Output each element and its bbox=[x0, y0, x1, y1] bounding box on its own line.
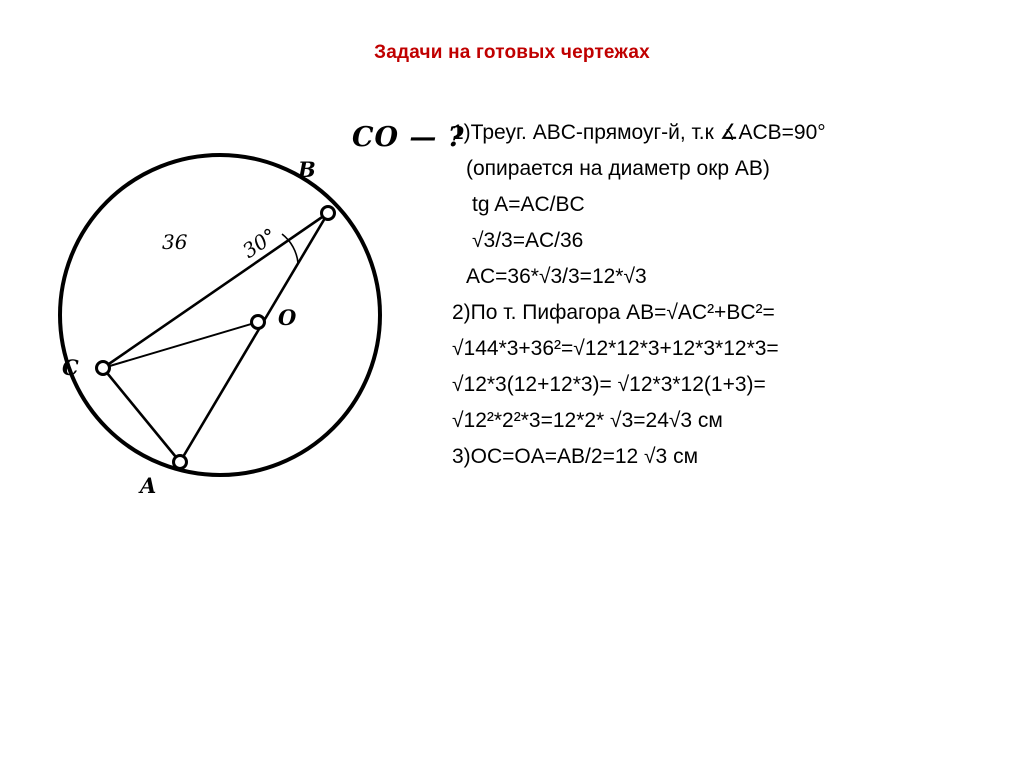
solution-line: AC=36*√3/3=12*√3 bbox=[466, 265, 647, 288]
solution-line: 2)По т. Пифагора AB=√AC²+BC²= bbox=[452, 301, 775, 324]
circle-diagram-svg bbox=[40, 115, 460, 515]
solution-text-block bbox=[452, 122, 1012, 482]
solution-line: tg A=AC/BC bbox=[472, 193, 585, 216]
solution-line: √12²*2²*3=12*2* √3=24√3 см bbox=[452, 409, 723, 432]
label-point-o: O bbox=[278, 305, 297, 330]
point-o bbox=[252, 316, 265, 329]
geometry-figure bbox=[40, 115, 460, 515]
point-a bbox=[174, 456, 187, 469]
solution-line: √12*3(12+12*3)= √12*3*12(1+3)= bbox=[452, 373, 766, 396]
point-c bbox=[97, 362, 110, 375]
label-angle-30: 30° bbox=[238, 223, 281, 263]
label-point-b: B bbox=[298, 157, 316, 182]
solution-line: (опирается на диаметр окр AB) bbox=[466, 157, 770, 180]
solution-line: 1)Треуг. ABC-прямоуг-й, т.к ∡ACB=90° bbox=[452, 121, 826, 144]
solution-line: √3/3=AC/36 bbox=[472, 229, 584, 252]
segment-cb bbox=[103, 213, 328, 368]
circle-shape bbox=[60, 155, 380, 475]
segment-co bbox=[103, 322, 258, 368]
solution-line: √144*3+36²=√12*12*3+12*3*12*3= bbox=[452, 337, 779, 360]
segment-ca bbox=[103, 368, 180, 462]
label-point-a: A bbox=[140, 473, 157, 498]
point-b bbox=[322, 207, 335, 220]
page-title: Задачи на готовых чертежах bbox=[374, 42, 650, 63]
co-question-label: CO — ? bbox=[352, 122, 465, 153]
label-point-c: C bbox=[62, 355, 79, 380]
label-segment-length-36: 36 bbox=[162, 230, 188, 254]
solution-line: 3)OC=OA=AB/2=12 √3 см bbox=[452, 445, 699, 468]
